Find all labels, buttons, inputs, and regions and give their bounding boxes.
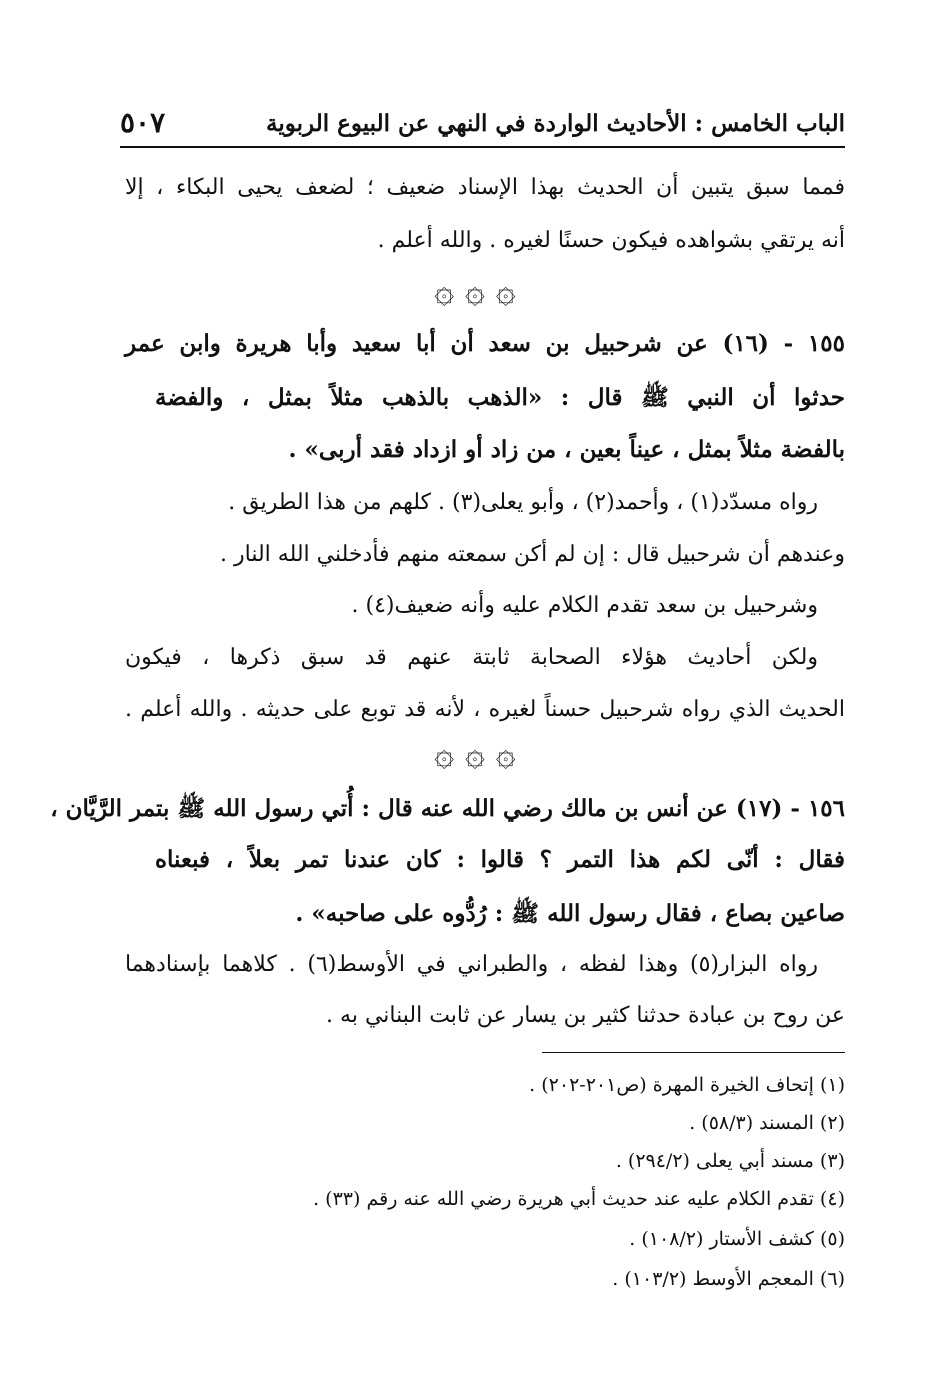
page-number: ٥٠٧ xyxy=(120,106,166,139)
footnote: (٥) كشف الأستار (١٠٨/٢) . xyxy=(629,1228,845,1250)
hadith-line: صاعين بصاع ، فقال رسول الله ﷺ : رُدُّوه على صاحبه» . xyxy=(295,900,845,927)
hadith-line: ١٥٥ - (١٦) عن شرحبيل بن سعد أن أبا سعيد وأبا هريرة وابن عمر xyxy=(125,330,845,357)
footnote: (١) إتحاف الخيرة المهرة (ص٢٠١-٢٠٢) . xyxy=(529,1074,845,1096)
paragraph-line: فمما سبق يتبين أن الحديث بهذا الإسناد ضعيف ؛ لضعف يحيى البكاء ، إلا xyxy=(125,175,845,200)
paragraph-line: وعندهم أن شرحبيل قال : إن لم أكن سمعته منهم فأدخلني الله النار . xyxy=(220,542,845,567)
footnote: (٦) المعجم الأوسط (١٠٣/٢) . xyxy=(612,1268,845,1290)
paragraph-line: وشرحبيل بن سعد تقدم الكلام عليه وأنه ضعيف(٤) . xyxy=(351,593,818,618)
hadith-line: ١٥٦ - (١٧) عن أنس بن مالك رضي الله عنه قال : أُتي رسول الله ﷺ بتمر الرَّيَّان ، xyxy=(50,795,845,822)
hadith-line: حدثوا أن النبي ﷺ قال : «الذهب بالذهب مثلاً بمثل ، والفضة xyxy=(155,384,845,411)
paragraph-line: ولكن أحاديث هؤلاء الصحابة ثابتة عنهم قد سبق ذكرها ، فيكون xyxy=(125,645,818,670)
footnote: (٤) تقدم الكلام عليه عند حديث أبي هريرة رضي الله عنه رقم (٣٣) . xyxy=(313,1188,845,1210)
hadith-line: بالفضة مثلاً بمثل ، عيناً بعين ، من زاد أو ازداد فقد أربى» . xyxy=(288,436,845,463)
section-divider-ornament: ۞ ۞ ۞ xyxy=(434,734,516,774)
paragraph-line: رواه البزار(٥) وهذا لفظه ، والطبراني في الأوسط(٦) . كلاهما بإسنادهما xyxy=(125,952,818,977)
paragraph-line: عن روح بن عبادة حدثنا كثير بن يسار عن ثابت البناني به . xyxy=(326,1003,845,1028)
section-divider-ornament: ۞ ۞ ۞ xyxy=(434,271,516,311)
running-header xyxy=(120,104,845,148)
chapter-title: الباب الخامس : الأحاديث الواردة في النهي عن البيوع الربوية xyxy=(266,110,845,137)
paragraph-line: الحديث الذي رواه شرحبيل حسناً لغيره ، لأنه قد توبع على حديثه . والله أعلم . xyxy=(125,697,845,722)
footnote-separator xyxy=(542,1052,845,1053)
paragraph-line: أنه يرتقي بشواهده فيكون حسنًا لغيره . والله أعلم . xyxy=(377,228,845,253)
footnote: (٣) مسند أبي يعلى (٢٩٤/٢) . xyxy=(615,1150,845,1172)
hadith-line: فقال : أنّى لكم هذا التمر ؟ قالوا : كان عندنا تمر بعلاً ، فبعناه xyxy=(155,846,845,873)
footnote: (٢) المسند (٥٨/٣) . xyxy=(689,1112,845,1134)
paragraph-line: رواه مسدّد(١) ، وأحمد(٢) ، وأبو يعلى(٣) . كلهم من هذا الطريق . xyxy=(228,490,818,515)
